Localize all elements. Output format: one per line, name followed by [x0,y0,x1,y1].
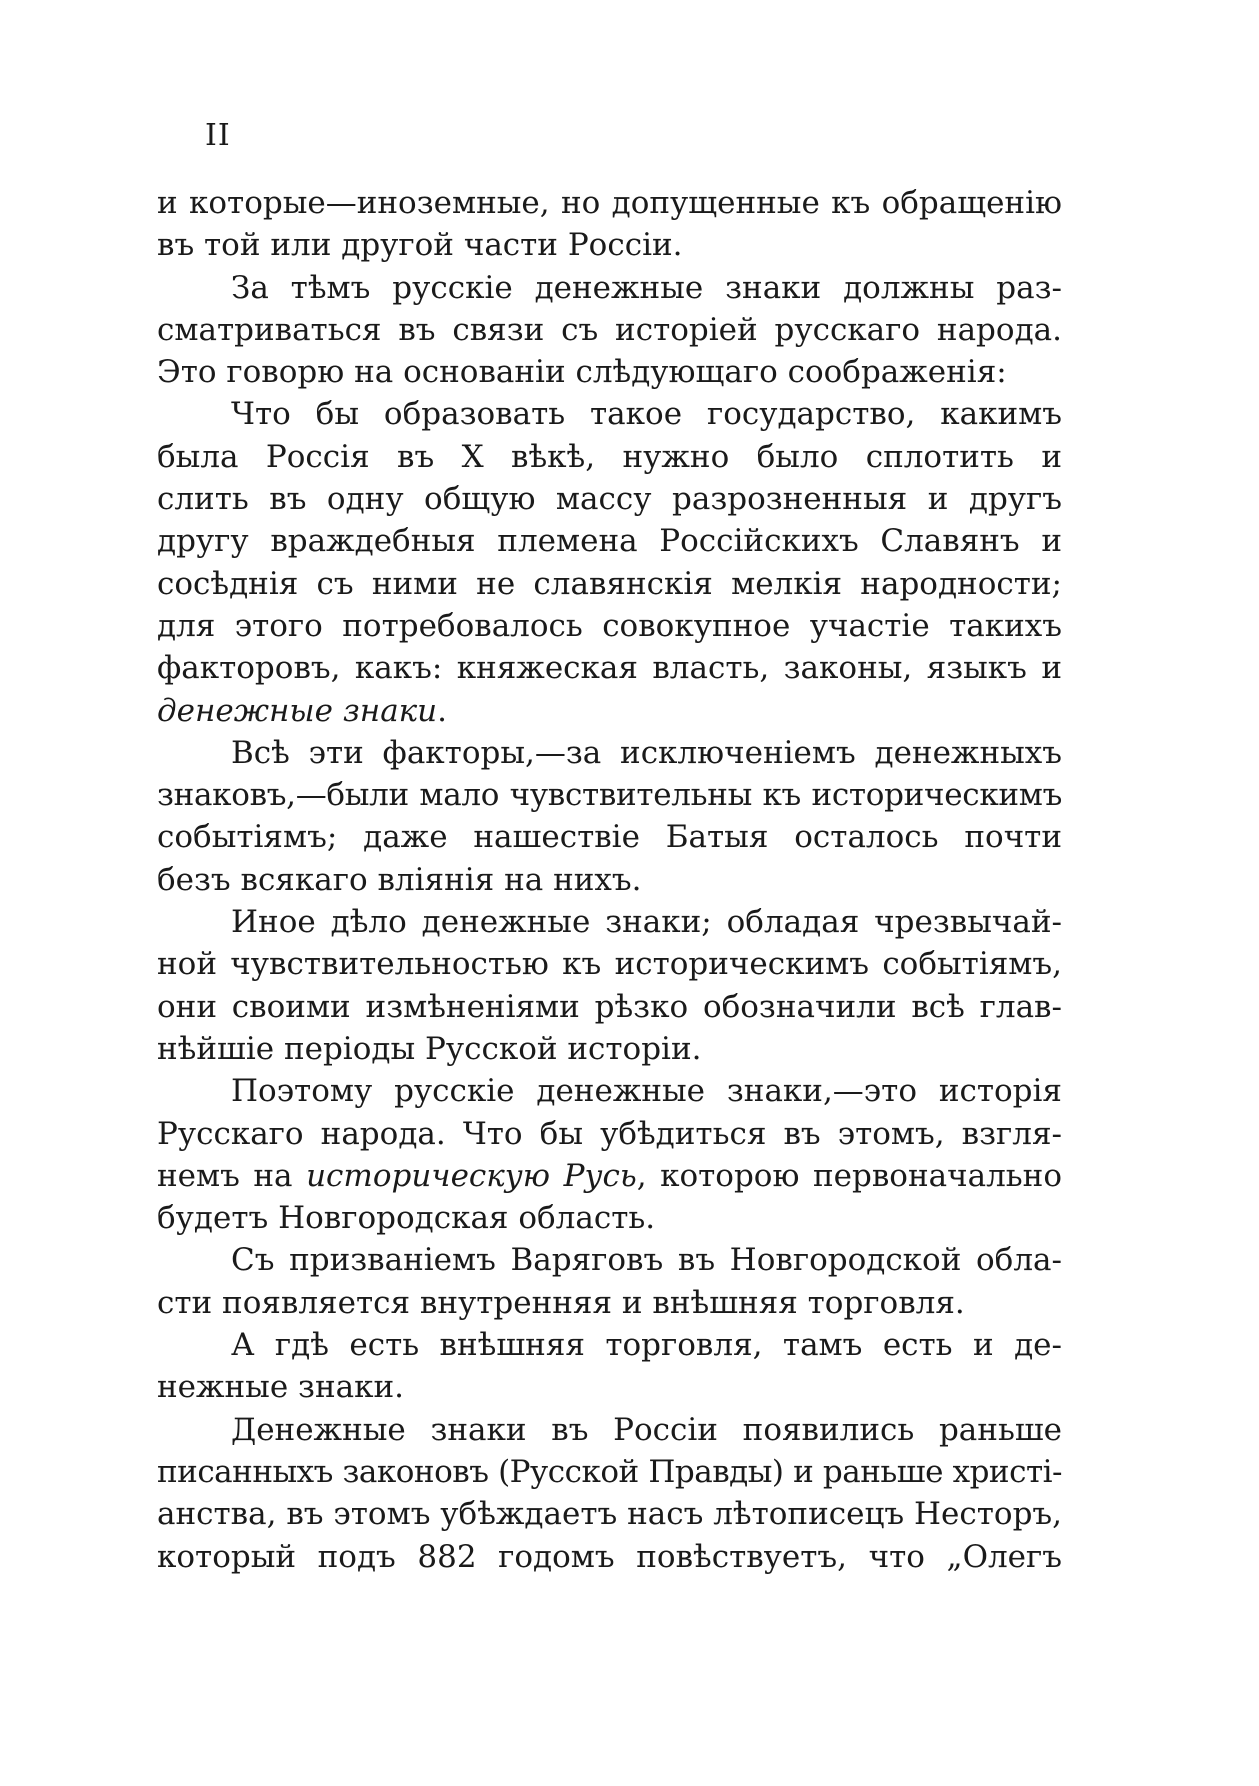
emphasis-text: денежные знаки [157,692,438,729]
text-line: А гдѣ есть внѣшняя торговля, тамъ есть и де- [231,1327,1062,1364]
body-text [157,182,1062,1578]
text-line: анства, въ этомъ убѣждаетъ насъ лѣтописецъ Несторъ, [157,1496,1062,1533]
text-line: слить въ одну общую массу разрозненныя и другъ [157,481,1062,518]
text-line: Это говорю на основаніи слѣдующаго соображенія: [157,354,1007,391]
page-number: II [205,118,231,153]
text-line: Съ призваніемъ Варяговъ въ Новгородской обла- [231,1242,1062,1279]
text-line: Что бы образовать такое государство, какимъ [231,396,1062,433]
text-line: они своими измѣненіями рѣзко обозначили всѣ глав- [157,988,1062,1025]
text-line: сти появляется внутренняя и внѣшняя торговля. [157,1284,965,1321]
text-line: Всѣ эти факторы,—за исключеніемъ денежныхъ [231,734,1062,771]
text-line: Русскаго народа. Что бы убѣдиться въ этомъ, взгля- [157,1115,1062,1152]
text-line: была Россія въ X вѣкѣ, нужно было сплотить и [157,438,1062,475]
text-line: Денежные знаки въ Россіи появились раньше [231,1411,1062,1448]
text-line: немъ на историческую Русь, которою первоначально [157,1157,1062,1194]
text-line: факторовъ, какъ: княжеская власть, законы, языкъ и [157,650,1062,687]
text-line: будетъ Новгородская область. [157,1200,656,1237]
text-line: За тѣмъ русскіе денежные знаки должны раз- [231,269,1062,306]
text-line: денежные знаки. [157,692,448,729]
text-line: знаковъ,—были мало чувствительны къ историческимъ [157,777,1062,814]
text-line: другу враждебныя племена Россійскихъ Славянъ и [157,523,1062,560]
text-line: Иное дѣло денежные знаки; обладая чрезвычай- [231,904,1062,941]
text-line: безъ всякаго вліянія на нихъ. [157,861,642,898]
text-line: ной чувствительностью къ историческимъ событіямъ, [157,946,1062,983]
text-line: сосѣднія съ ними не славянскія мелкія народности; [157,565,1062,602]
text-line: и которые—иноземные, но допущенные къ обращенію [157,185,1062,221]
text-line: сматриваться въ связи съ исторіей русскаго народа. [157,311,1062,348]
text-line: нежные знаки. [157,1369,405,1406]
emphasis-text: историческую Русь [306,1157,637,1194]
text-line: событіямъ; даже нашествіе Батыя осталось почти [157,819,1062,856]
text-line: нѣйшіе періоды Русской исторіи. [157,1030,702,1067]
text-line: для этого потребовалось совокупное участіе такихъ [157,607,1062,644]
text-line: въ той или другой части Россіи. [157,227,683,264]
text-line: писанныхъ законовъ (Русской Правды) и раньше христі- [157,1453,1062,1490]
text-line: который подъ 882 годомъ повѣствуетъ, что „Олегъ [157,1538,1062,1575]
text-line: Поэтому русскіе денежные знаки,—это исторія [231,1073,1062,1110]
